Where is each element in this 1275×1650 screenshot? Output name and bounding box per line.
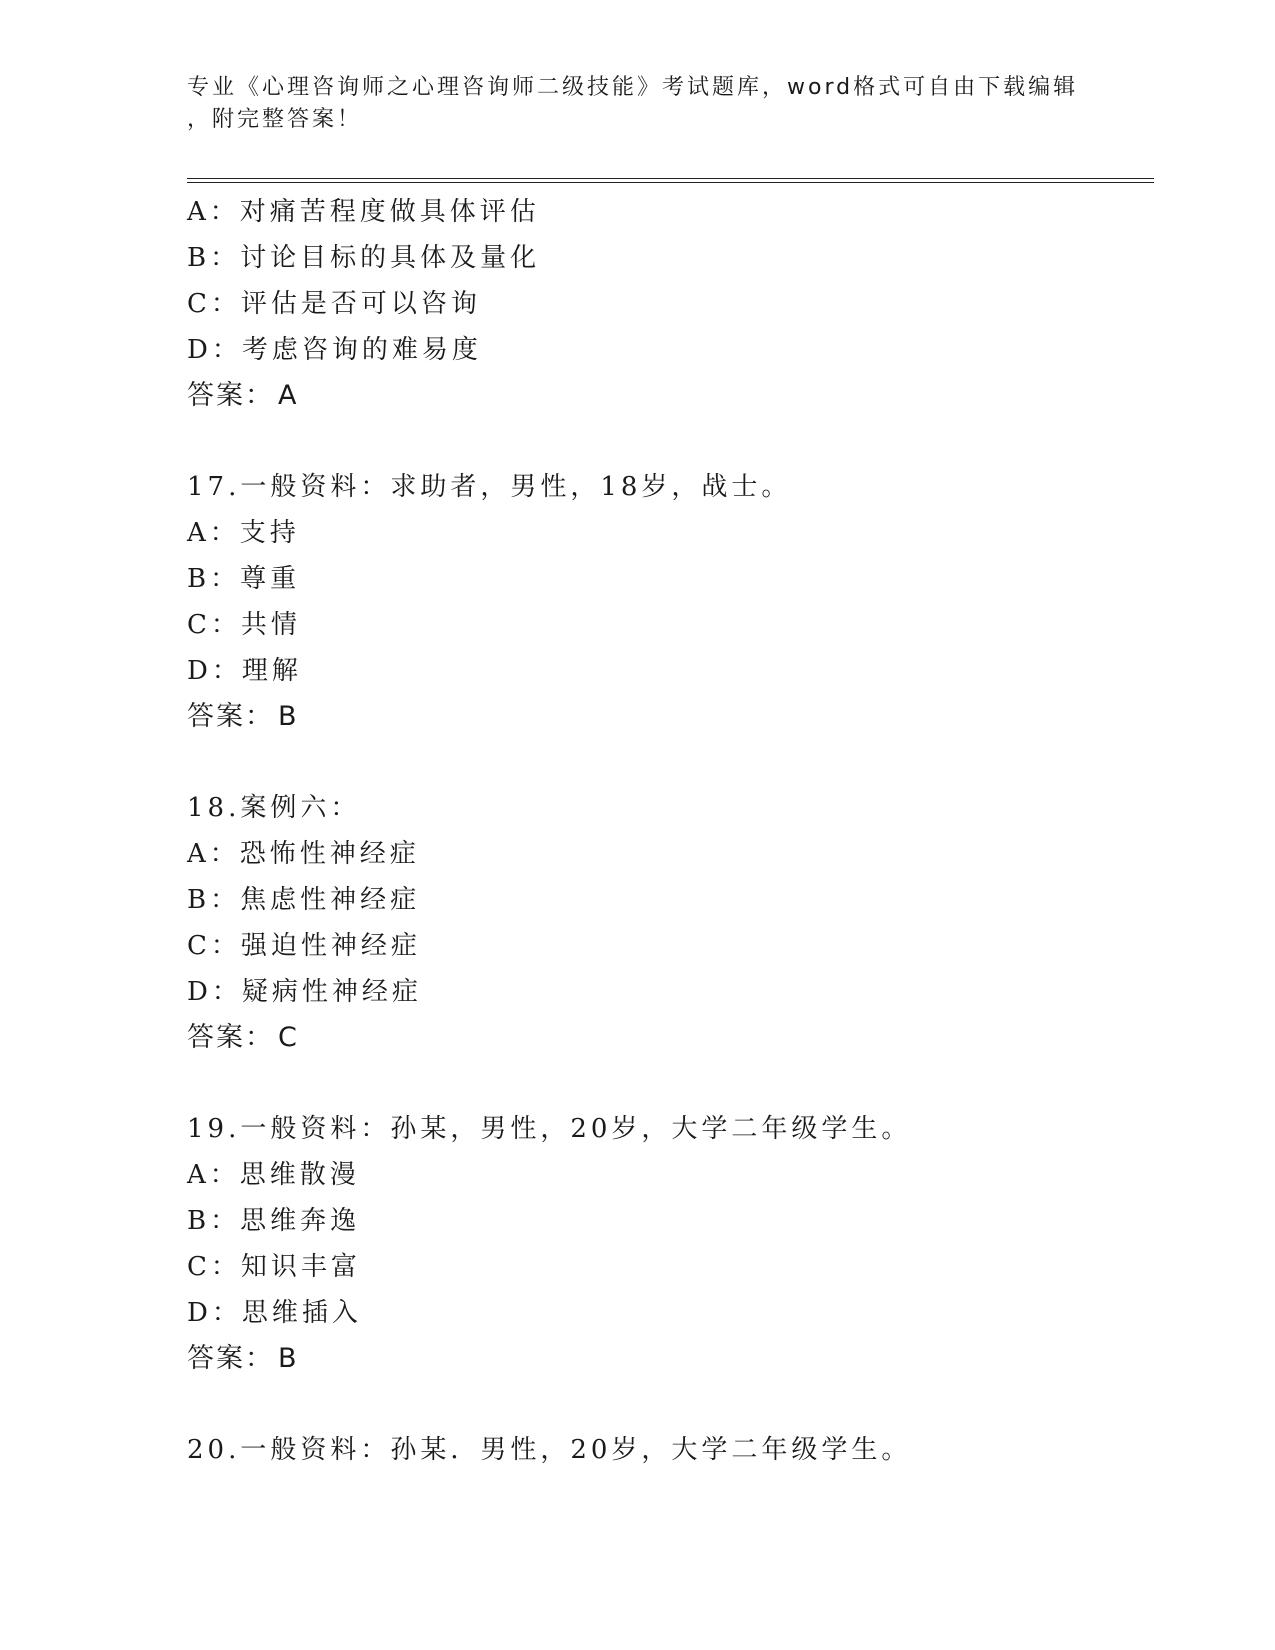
header-line-2: ，附完整答案！ [187,107,363,132]
question-20 [187,1427,1137,1473]
option-b: B：思维奔逸 [187,1206,361,1236]
option-b: B：焦虑性神经症 [187,885,421,915]
option-a: A：支持 [187,518,300,548]
answer-line [187,373,1137,419]
answer-label: 答案： [187,380,274,411]
option-b: B：尊重 [187,564,301,594]
option-d: D：思维插入 [187,1298,362,1328]
header-line-1: 专业《心理咨询师之心理咨询师二级技能》考试题库，word格式可自由下载编辑 [187,75,1079,100]
answer-line [187,694,1137,740]
option-a: A：对痛苦程度做具体评估 [187,197,540,227]
question-16-continued [187,189,1137,419]
question-19 [187,1106,1137,1382]
answer-line [187,1015,1137,1061]
question-stem: 18.案例六： [187,793,361,823]
answer-label: 答案： [187,1022,274,1053]
document-header [187,72,1079,136]
option-d: D：考虑咨询的难易度 [187,335,482,365]
option-b: B：讨论目标的具体及量化 [187,243,541,273]
question-list [187,189,1137,1473]
option-a: A：恐怖性神经症 [187,839,420,869]
answer-line [187,1336,1137,1382]
option-c: C：共情 [187,610,301,640]
answer-label: 答案： [187,1343,274,1374]
header-divider-top [187,178,1154,179]
option-a: A：思维散漫 [187,1160,360,1190]
question-17 [187,464,1137,740]
header-divider-bottom [187,182,1154,183]
answer-value: A [278,380,299,411]
option-d: D：理解 [187,656,302,686]
question-stem: 20.一般资料：孙某．男性，20岁，大学二年级学生。 [187,1435,912,1465]
option-c: C：评估是否可以咨询 [187,289,481,319]
answer-value: B [278,1343,299,1374]
question-stem: 19.一般资料：孙某，男性，20岁，大学二年级学生。 [187,1114,912,1144]
question-stem: 17.一般资料：求助者，男性，18岁，战士。 [187,472,792,502]
option-d: D：疑病性神经症 [187,977,422,1007]
answer-value: C [278,1022,299,1053]
answer-value: B [278,701,299,732]
option-c: C：强迫性神经症 [187,931,421,961]
answer-label: 答案： [187,701,274,732]
question-18 [187,785,1137,1061]
option-c: C：知识丰富 [187,1252,361,1282]
